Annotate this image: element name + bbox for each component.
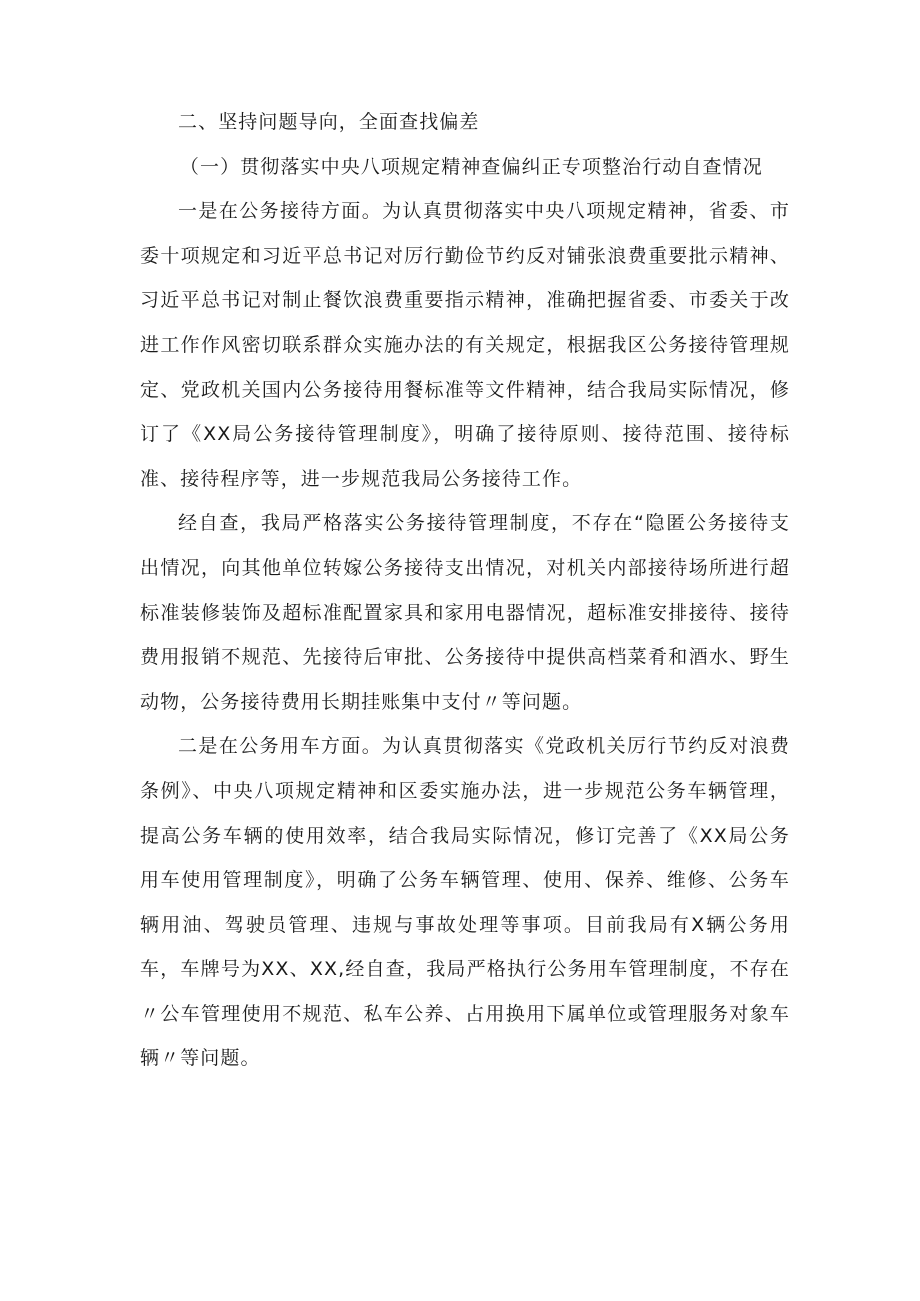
subsection-heading: （一）贯彻落实中央八项规定精神查偏纠正专项整治行动自查情况 — [179, 155, 763, 178]
document-body — [140, 100, 790, 1081]
paragraph-official-vehicles: 二是在公务用车方面。为认真贯彻落实《党政机关厉行节约反对浪费条例》、中央八项规定精神和区委实施办法，进一步规范公务车辆管理，提高公务车辆的使用效率，结合我局实际情况，修订完善了《XX局公务用车使用管理制度》，明确了公务车辆管理、使用、保养、维修、公务车辆用油、驾驶员管理、违规与事故处理等事项。目前我局有X辆公务用车，车牌号为XX、XX,经自查，我局严格执行公务用车管理制度，不存在〃公车管理使用不规范、私车公养、占用换用下属单位或管理服务对象车辆〃等问题。 — [140, 735, 790, 1070]
paragraph-reception: 一是在公务接待方面。为认真贯彻落实中央八项规定精神，省委、市委十项规定和习近平总书记对厉行勤俭节约反对铺张浪费重要批示精神、习近平总书记对制止餐饮浪费重要指示精神，准确把握省委、市委关于改进工作作风密切联系群众实施办法的有关规定，根据我区公务接待管理规定、党政机关国内公务接待用餐标准等文件精神，结合我局实际情况，修订了《XX局公务接待管理制度》，明确了接待原则、接待范围、接待标准、接待程序等，进一步规范我局公务接待工作。 — [140, 200, 790, 490]
paragraph-self-check-reception: 经自查，我局严格落实公务接待管理制度，不存在“隐匿公务接待支出情况，向其他单位转嫁公务接待支出情况，对机关内部接待场所进行超标准装修装饰及超标准配置家具和家用电器情况，超标准安排接待、接待费用报销不规范、先接待后审批、公务接待中提供高档菜肴和酒水、野生动物，公务接待费用长期挂账集中支付〃等问题。 — [140, 512, 790, 713]
section-heading: 二、坚持问题导向，全面查找偏差 — [178, 111, 480, 133]
